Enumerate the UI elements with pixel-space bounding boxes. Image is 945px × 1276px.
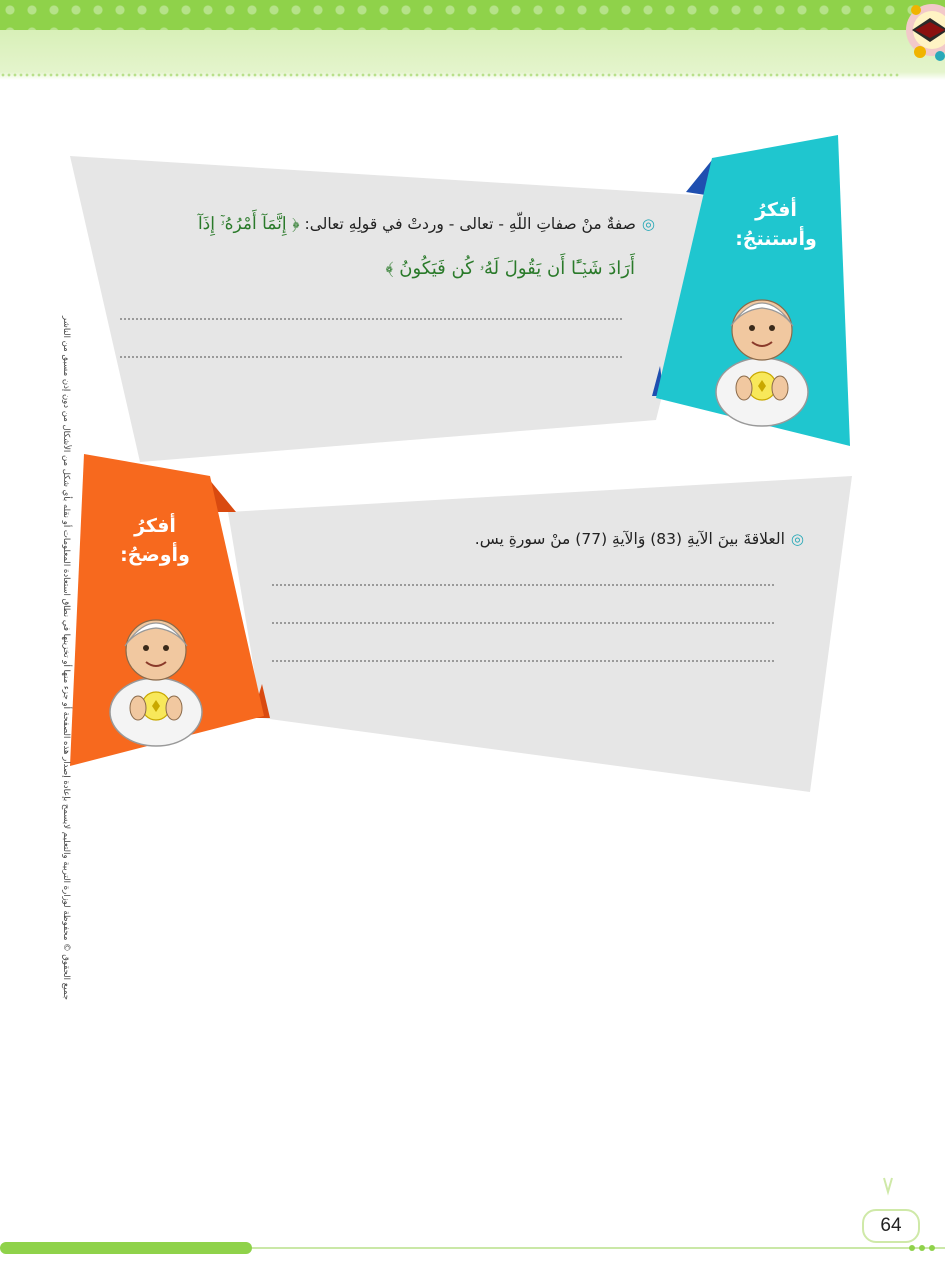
activity-1-label-line1: أفكرُ	[755, 199, 797, 221]
answer-line[interactable]	[120, 356, 622, 358]
activity-2-label-line2: وأوضحُ:	[120, 543, 190, 566]
answer-line[interactable]	[120, 318, 622, 320]
activity-2-prompt-line	[380, 530, 804, 548]
bullet-icon: ◎	[790, 530, 804, 548]
answer-line[interactable]	[272, 622, 774, 624]
activity-2-prompt: العلاقةَ بينَ الآيةِ (83) وَالآيةِ (77) منْ سورةِ يس.	[474, 530, 785, 548]
copyright-text: جميع الحقوق © محفوظة لوزارة التربية والتعليم لايسمح بإعادة إصدار هذه الصفحة أو جزء منها أو تخزينها في نطاق استعادة المعلومات أو نقله بأي شكل من الأشكال من دون إذن مسبق من الناشر	[61, 316, 71, 1000]
activity-1-prompt: صفةٌ منْ صفاتِ اللّهِ - تعالى - وردتْ في قولِهِ تعالى:	[304, 215, 636, 233]
activity-2-label	[88, 512, 222, 569]
answer-line[interactable]	[272, 660, 774, 662]
activity-2-panel	[228, 476, 852, 792]
activity-1-prompt-line	[110, 214, 655, 234]
activity-2-label-line1: أفكرُ	[134, 515, 176, 537]
bullet-icon: ◎	[641, 215, 655, 233]
copyright-side-note	[57, 300, 71, 1000]
activity-1-label	[716, 196, 836, 253]
corner-flower-icon	[906, 4, 945, 61]
activity-1-panel	[70, 156, 712, 462]
page-number: 64	[862, 1209, 920, 1243]
activity-1-verse-part2: أَرَادَ شَيۡـًٔا أَن يَقُولَ لَهُۥ كُن فَيَكُونُ ﴾	[385, 258, 635, 279]
activity-1-verse-part1: ﴿ إِنَّمَآ أَمْرُهُۥٓ إِذَآ	[197, 214, 300, 234]
footer-bar	[0, 1178, 945, 1254]
answer-line[interactable]	[272, 584, 774, 586]
activity-1-label-line2: وأستنتجُ:	[735, 227, 817, 250]
